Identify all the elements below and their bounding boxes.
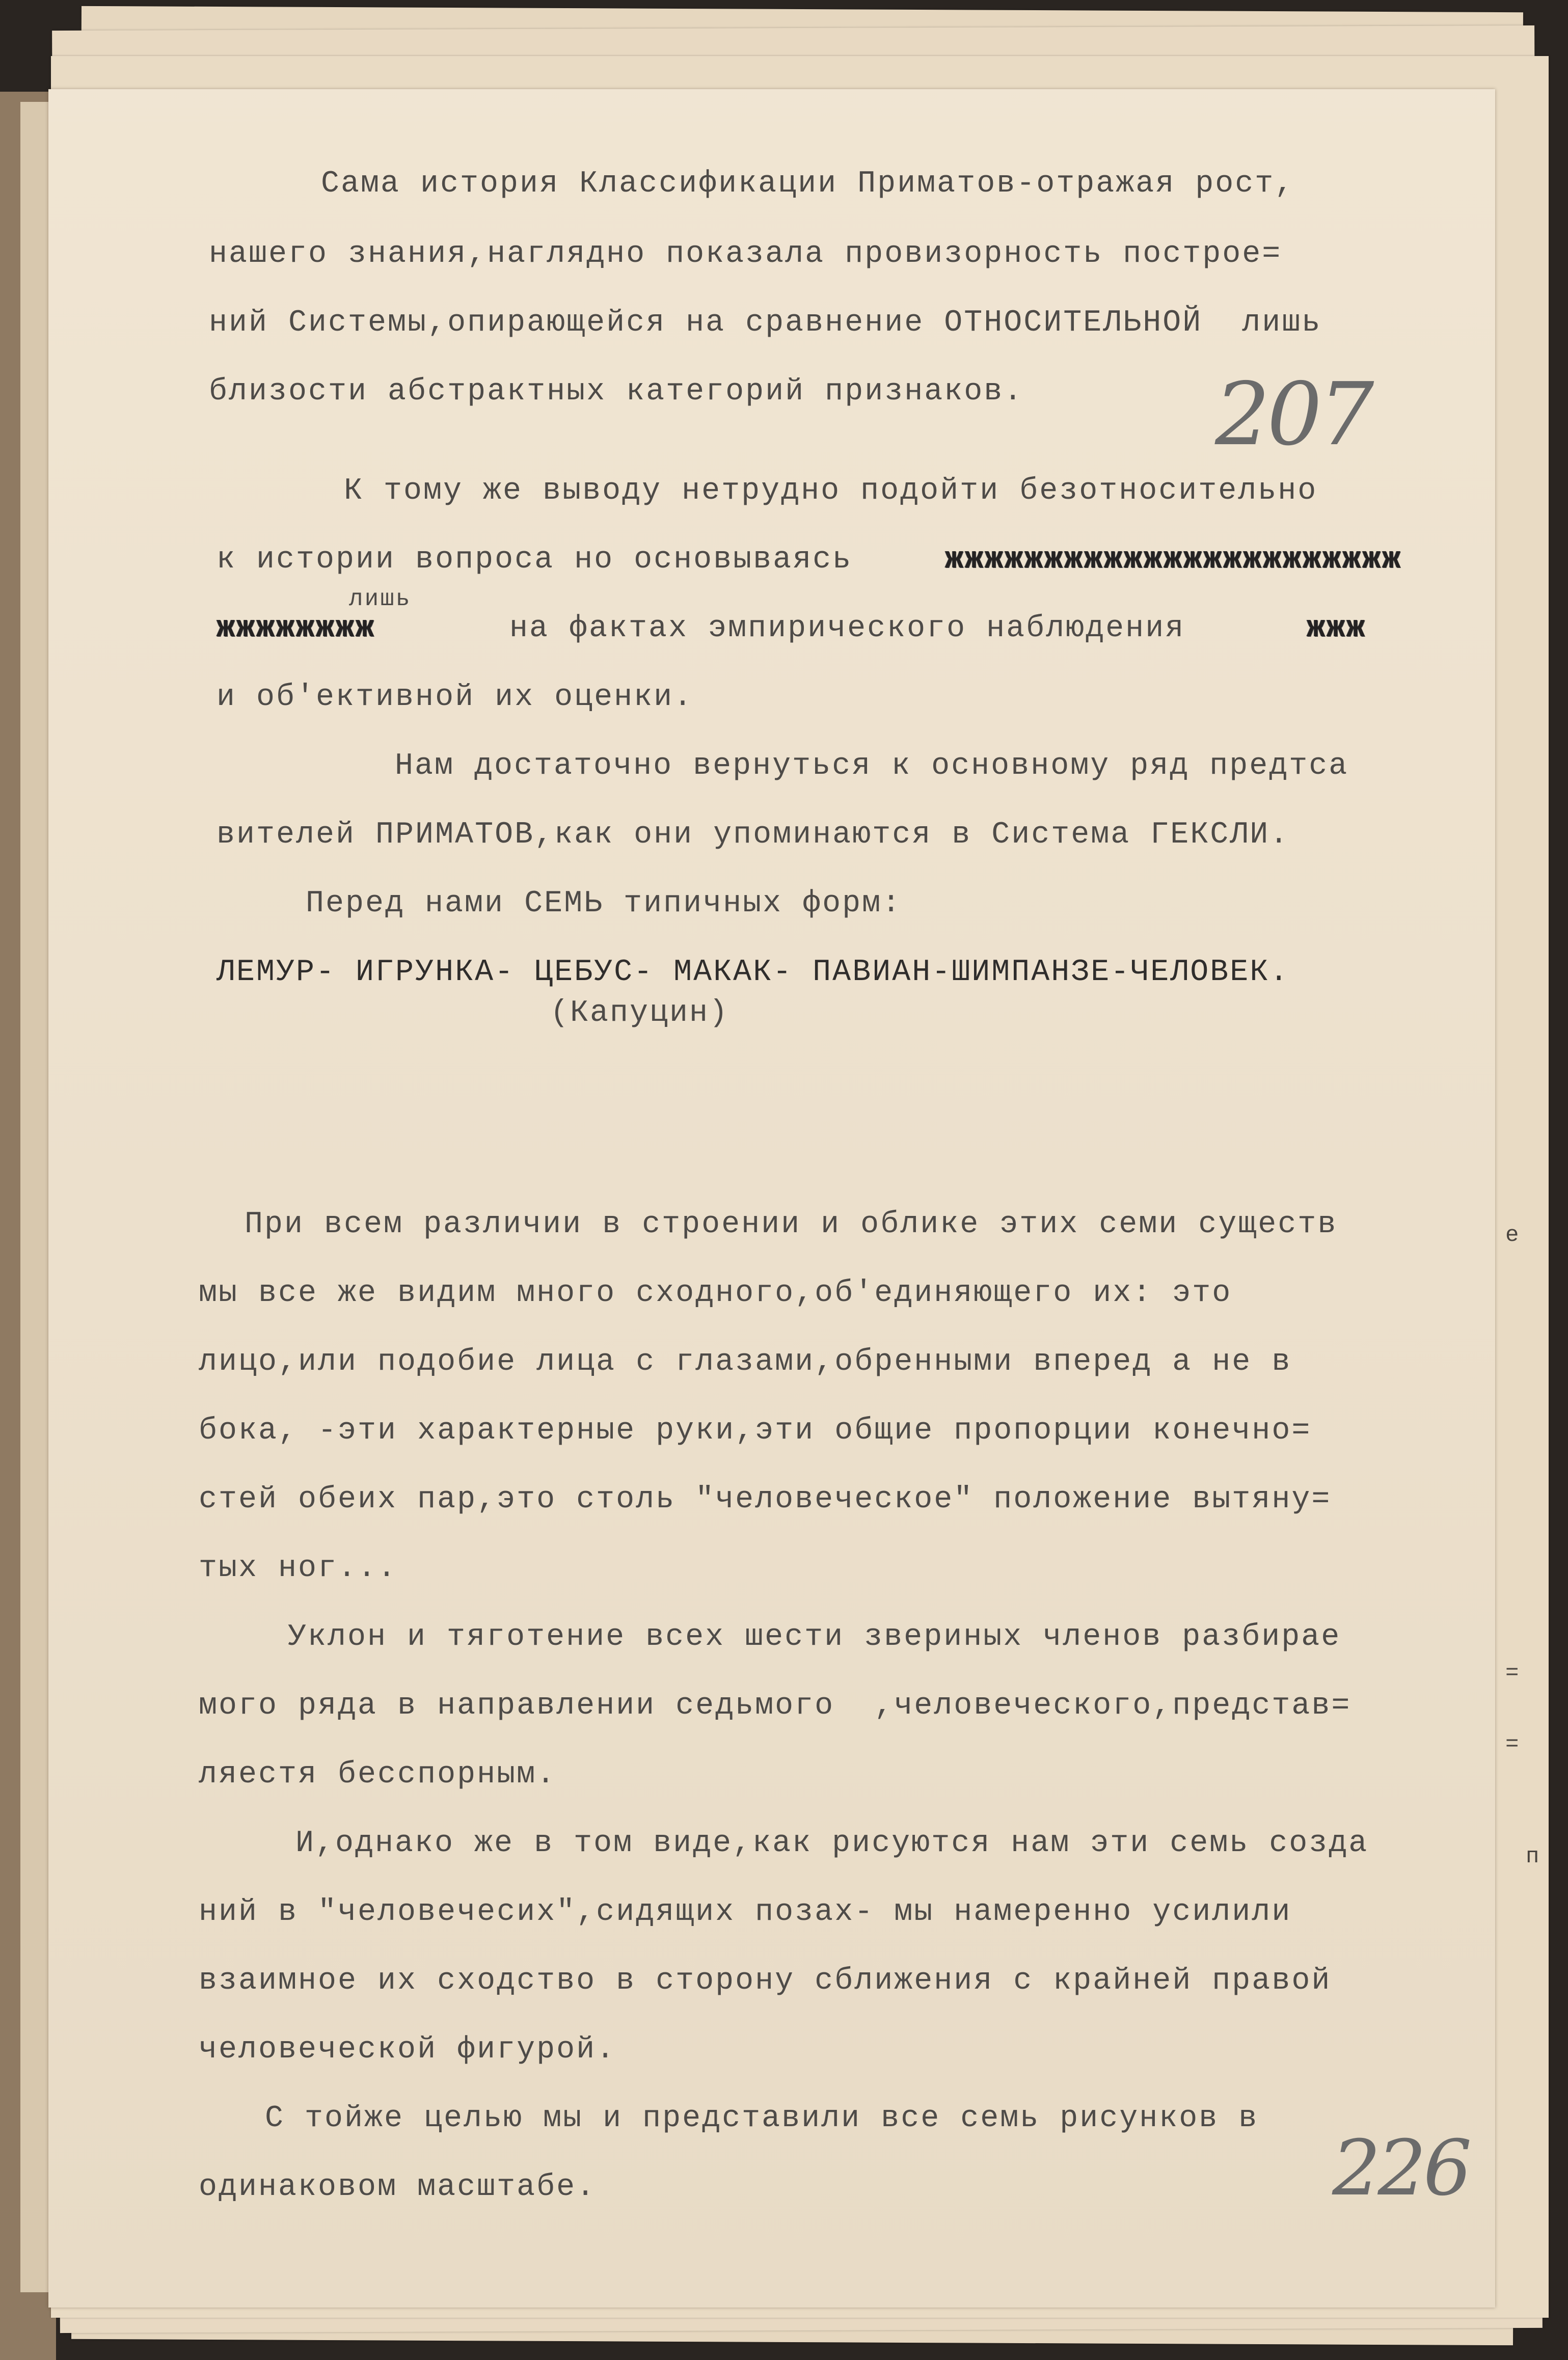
text-line: При всем различии в строении и облике этих семи существ	[245, 1207, 1338, 1242]
text-line: вителей ПРИМАТОВ,как они упоминаются в Система ГЕКСЛИ.	[217, 818, 1290, 852]
text-line: Сама история Классификации Приматов-отражая рост,	[321, 167, 1295, 201]
struck-text: жжж	[1307, 611, 1367, 646]
text-line: тых ног...	[199, 1551, 398, 1586]
text-line: близости абстрактных категорий признаков.	[209, 374, 1024, 409]
struck-text: жжжжжжжжжжжжжжжжжжжжжжж	[945, 542, 1402, 577]
text-line: одинаковом масштабе.	[199, 2170, 597, 2205]
text-line: ний Системы,опирающейся на сравнение ОТНОСИТЕЛЬНОЙ лишь	[209, 306, 1322, 340]
text-line: Перед нами СЕМЬ типичных форм:	[306, 886, 902, 921]
page-number-top: 207	[1215, 364, 1371, 465]
primates-list: ЛЕМУР- ИГРУНКА- ЦЕБУС- МАКАК- ПАВИАН-ШИМПАНЗЕ-ЧЕЛОВЕК.	[217, 955, 1290, 990]
edge-mark: =	[1505, 1661, 1519, 1686]
text-line: к истории вопроса но основываясь	[217, 542, 853, 577]
text-line: Нам достаточно вернуться к основному ряд предтса	[395, 749, 1349, 783]
text-line: С тойже целью мы и представили все семь рисунков в	[265, 2101, 1259, 2136]
text-line: взаимное их сходство в сторону сближения с крайней правой	[199, 1964, 1332, 1998]
text-line: человеческой фигурой.	[199, 2032, 616, 2067]
text-line: и об'ективной их оценки.	[217, 680, 694, 715]
stack-edge	[1495, 102, 1551, 2241]
text-line: на фактах эмпирического наблюдения	[509, 611, 1185, 646]
text-line: И,однако же в том виде,как рисуются нам эти семь созда	[295, 1826, 1369, 1861]
text-line: бока, -эти характерные руки,эти общие пропорции конечно=	[199, 1414, 1312, 1448]
insertion-text: лишь	[349, 586, 412, 612]
struck-text: жжжжжжжж	[217, 611, 376, 646]
text-line: нашего знания,наглядно показала провизорность построе=	[209, 237, 1282, 272]
text-line: лицо,или подобие лица с глазами,обренными вперед а не в	[199, 1345, 1292, 1379]
edge-mark: п	[1526, 1844, 1539, 1869]
edge-mark: =	[1505, 1732, 1519, 1757]
text-line: Уклон и тяготение всех шести звериных членов разбирае	[288, 1620, 1341, 1654]
text-line: К тому же выводу нетрудно подойти безотносительно	[344, 474, 1318, 508]
text-line: мы все же видим много сходного,об'единяющего их: это	[199, 1276, 1232, 1311]
text-line: стей обеих пар,это столь "человеческое" положение вытяну=	[199, 1482, 1332, 1517]
text-line: ний в "человечесих",сидящих позах- мы намеренно усилили	[199, 1895, 1292, 1930]
edge-mark: е	[1505, 1223, 1519, 1248]
text-line: ляестя бесспорным.	[199, 1757, 557, 1792]
background-fold-inner	[20, 102, 51, 2292]
text-line: мого ряда в направлении седьмого ,человеческого,представ=	[199, 1689, 1351, 1723]
primates-note: (Капуцин)	[550, 996, 729, 1030]
document-page	[48, 89, 1495, 2308]
page-number-bottom: 226	[1332, 2124, 1469, 2213]
